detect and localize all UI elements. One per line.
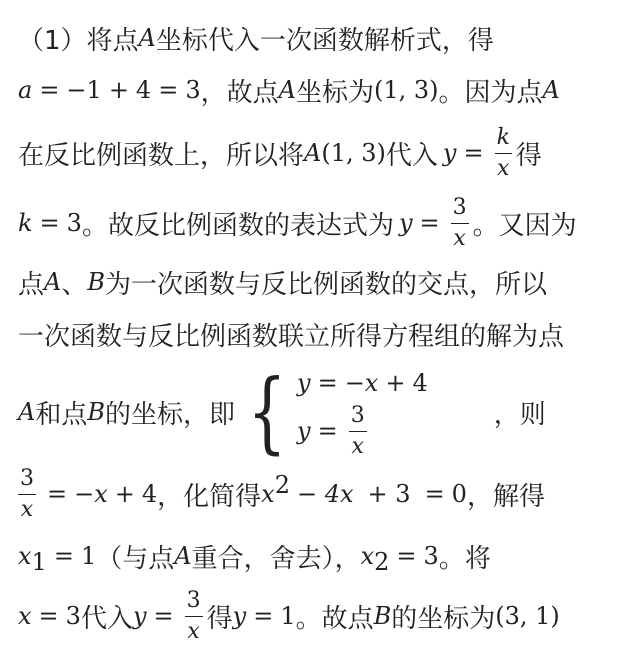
equation-system	[239, 360, 428, 463]
var-A: A	[278, 76, 296, 104]
text: 代入	[385, 140, 438, 171]
text: 、	[61, 269, 88, 300]
fraction-3-over-x: $\frac{3}{x}$	[20, 466, 34, 522]
var-a: a	[18, 76, 33, 104]
text: ，故点	[200, 77, 279, 108]
var-B: B	[373, 602, 392, 630]
fraction-k-over-x: $\frac{k}{x}$	[496, 125, 510, 181]
text-line-6	[18, 314, 632, 354]
var-A: A	[542, 76, 560, 104]
text: 坐标代入一次函数解析式，得	[155, 25, 494, 56]
fraction-3-over-x: $\frac{3}{x}$	[350, 403, 365, 459]
text: ，则	[493, 399, 546, 430]
text-line-3: 在反比例函数上，所以将 A (1, 3) 代入 y = $\frac{k}{x}$ 得	[18, 125, 542, 181]
text: 。因为点	[438, 77, 543, 108]
text: 一次函数与反比例函数联立所得方程组的解为点	[18, 321, 565, 352]
point-3-1: (3, 1)	[495, 602, 560, 630]
var-A: A	[18, 398, 36, 426]
text-line-4: k = 3 。故反比例函数的表达式为 y = $\frac{3}{x}$ 。又因为	[18, 195, 577, 251]
text-line-10: x = 3 代入 y = $\frac{3}{x}$ 得 y = 1 。故点 B 的坐标为 (3, 1)	[18, 588, 560, 644]
text: 。将	[438, 543, 491, 574]
left-brace: {	[247, 360, 287, 463]
text: （与点	[96, 543, 175, 574]
text: 和点	[35, 399, 88, 430]
text-line-2: a = −1 + 4 = 3 ，故点 A 坐标为 (1, 3) 。因为点 A	[18, 70, 632, 110]
var-A: A	[174, 542, 192, 570]
equation-row-2: y = $\frac{3}{x}$	[297, 403, 365, 459]
text: 为一次函数与反比例函数的交点，所以	[105, 269, 548, 300]
text-line-9: x $_1$ = 1 （与点 A 重合，舍去）， x $_2$ = 3 。将	[18, 536, 632, 576]
text-line-8: $\frac{3}{x}$ = −x + 4 ，化简得 x $^2$ − 4x + 3 = 0 ，解得	[20, 466, 545, 522]
text-line-1	[18, 18, 632, 58]
var-B: B	[87, 268, 106, 296]
var-A: A	[304, 139, 322, 167]
text: ，解得	[466, 481, 545, 512]
text-line-7	[18, 360, 632, 463]
text: 坐标为	[295, 77, 374, 108]
fraction-3-over-x: $\frac{3}{x}$	[452, 195, 467, 251]
text: 。故反比例函数的表达式为	[81, 210, 394, 241]
var-B: B	[87, 398, 105, 426]
text: 代入	[80, 603, 133, 634]
text: ，化简得	[157, 481, 262, 512]
text: 重合，舍去），	[191, 543, 361, 574]
text: 。故点	[295, 603, 374, 634]
text: 的坐标，即	[105, 399, 236, 430]
text: 得	[515, 140, 542, 171]
point-1-3: (1, 3)	[373, 76, 439, 104]
var-A: A	[138, 24, 156, 52]
text: 。又因为	[472, 210, 577, 241]
text: 点	[18, 269, 45, 300]
equation-row-1: y = −x + 4	[297, 369, 428, 397]
text: 得	[206, 603, 233, 634]
text: 在反比例函数上，所以将	[18, 140, 305, 171]
fraction-3-over-x: $\frac{3}{x}$	[186, 588, 201, 644]
var-A: A	[44, 268, 62, 296]
text: （1）将点	[18, 25, 139, 56]
text-line-5	[18, 262, 632, 302]
text: 的坐标为	[391, 603, 496, 634]
